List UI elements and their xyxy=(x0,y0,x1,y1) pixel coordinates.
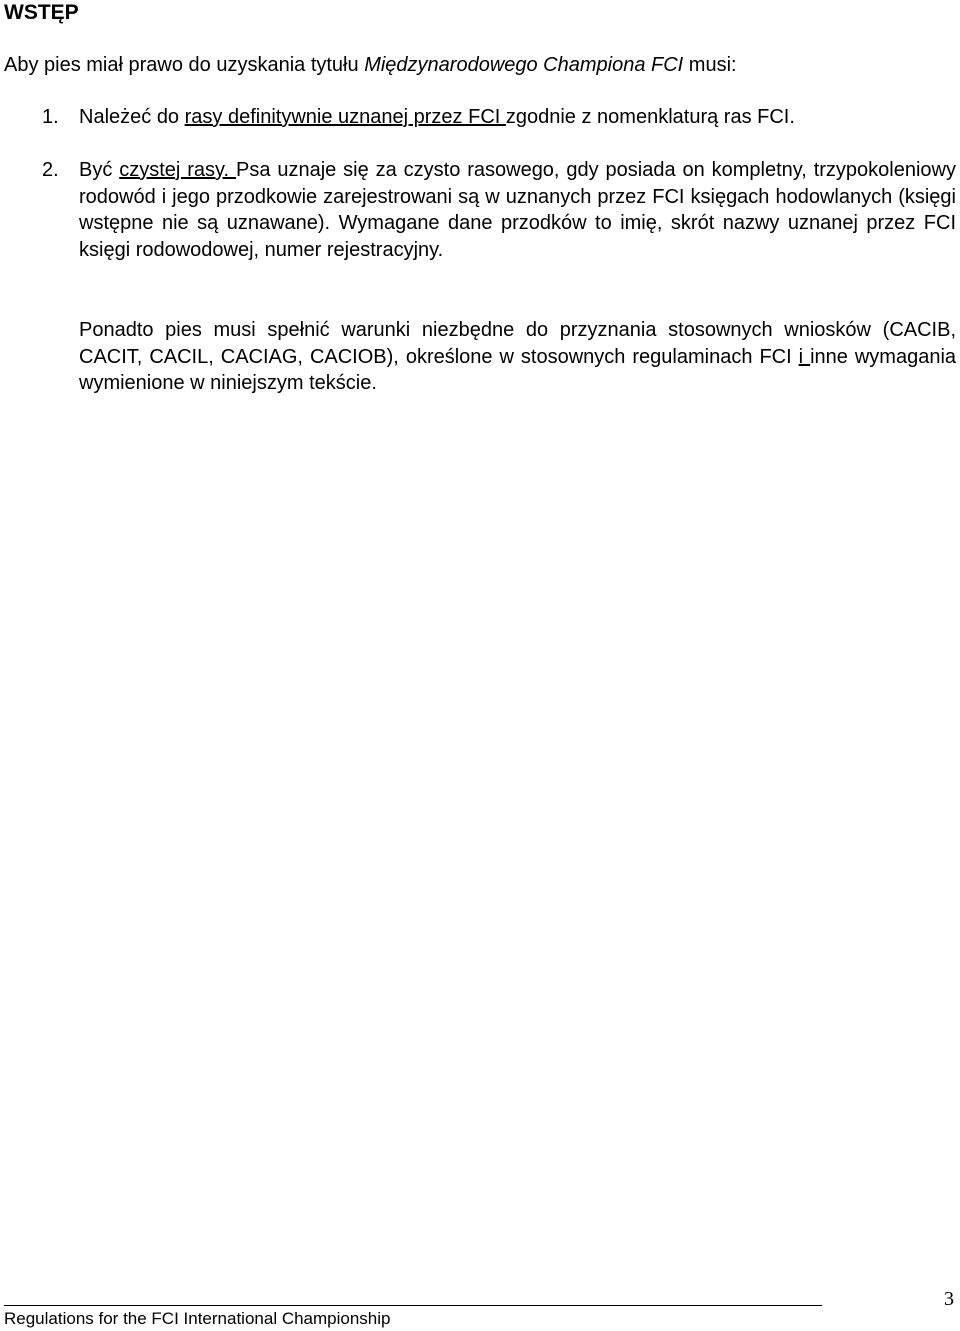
closing-text-start: Ponadto pies musi spełnić warunki niezbędne do przyznania stosownych wniosków (CACIB, CACIT, CACIL, CACIAG, CACIOB), określone w stosownych regulaminach FCI xyxy=(79,319,956,368)
closing-underlined-text: i xyxy=(798,345,811,368)
list-item-1 xyxy=(42,104,956,131)
footer-title: Regulations for the FCI International Championship xyxy=(4,1309,391,1328)
intro-title-emphasis: Międzynarodowego Championa FCI xyxy=(364,54,684,76)
page-heading: WSTĘP xyxy=(4,1,79,24)
list-item-number: 1. xyxy=(42,106,59,128)
list-item-body xyxy=(79,104,956,131)
footer-rule xyxy=(4,1305,822,1306)
page-number: 3 xyxy=(944,1288,954,1310)
closing-paragraph xyxy=(79,317,956,397)
list-item-2 xyxy=(42,157,956,263)
list-item-number: 2. xyxy=(42,159,59,181)
list-item-body xyxy=(79,157,956,263)
intro-paragraph xyxy=(4,52,737,78)
list-item-underlined-text: rasy definitywnie uznanej przez FCI xyxy=(184,106,506,128)
intro-text-end: musi: xyxy=(683,54,737,76)
list-item-underlined-text: czystej rasy. xyxy=(119,159,236,181)
list-item-text-start: Należeć do xyxy=(79,106,185,128)
closing-text-end: inne wymagania wymienione w niniejszym tekście. xyxy=(79,345,957,394)
list-item-text-end: Psa uznaje się za czysto rasowego, gdy posiada on kompletny, trzypokoleniowy rodowód i jego przodkowie zarejestrowani są w uznanych przez FCI księgach hodowlanych (księgi wstępne nie są uznawane). Wymagane dane przodków to imię, skrót nazwy uznanej przez FCI księgi rodowodowej, numer rejestracyjny. xyxy=(79,159,956,261)
list-item-text-start: Być xyxy=(79,159,120,181)
intro-text-start: Aby pies miał prawo do uzyskania tytułu xyxy=(4,54,365,76)
list-item-text-end: zgodnie z nomenklaturą ras FCI. xyxy=(505,106,795,128)
